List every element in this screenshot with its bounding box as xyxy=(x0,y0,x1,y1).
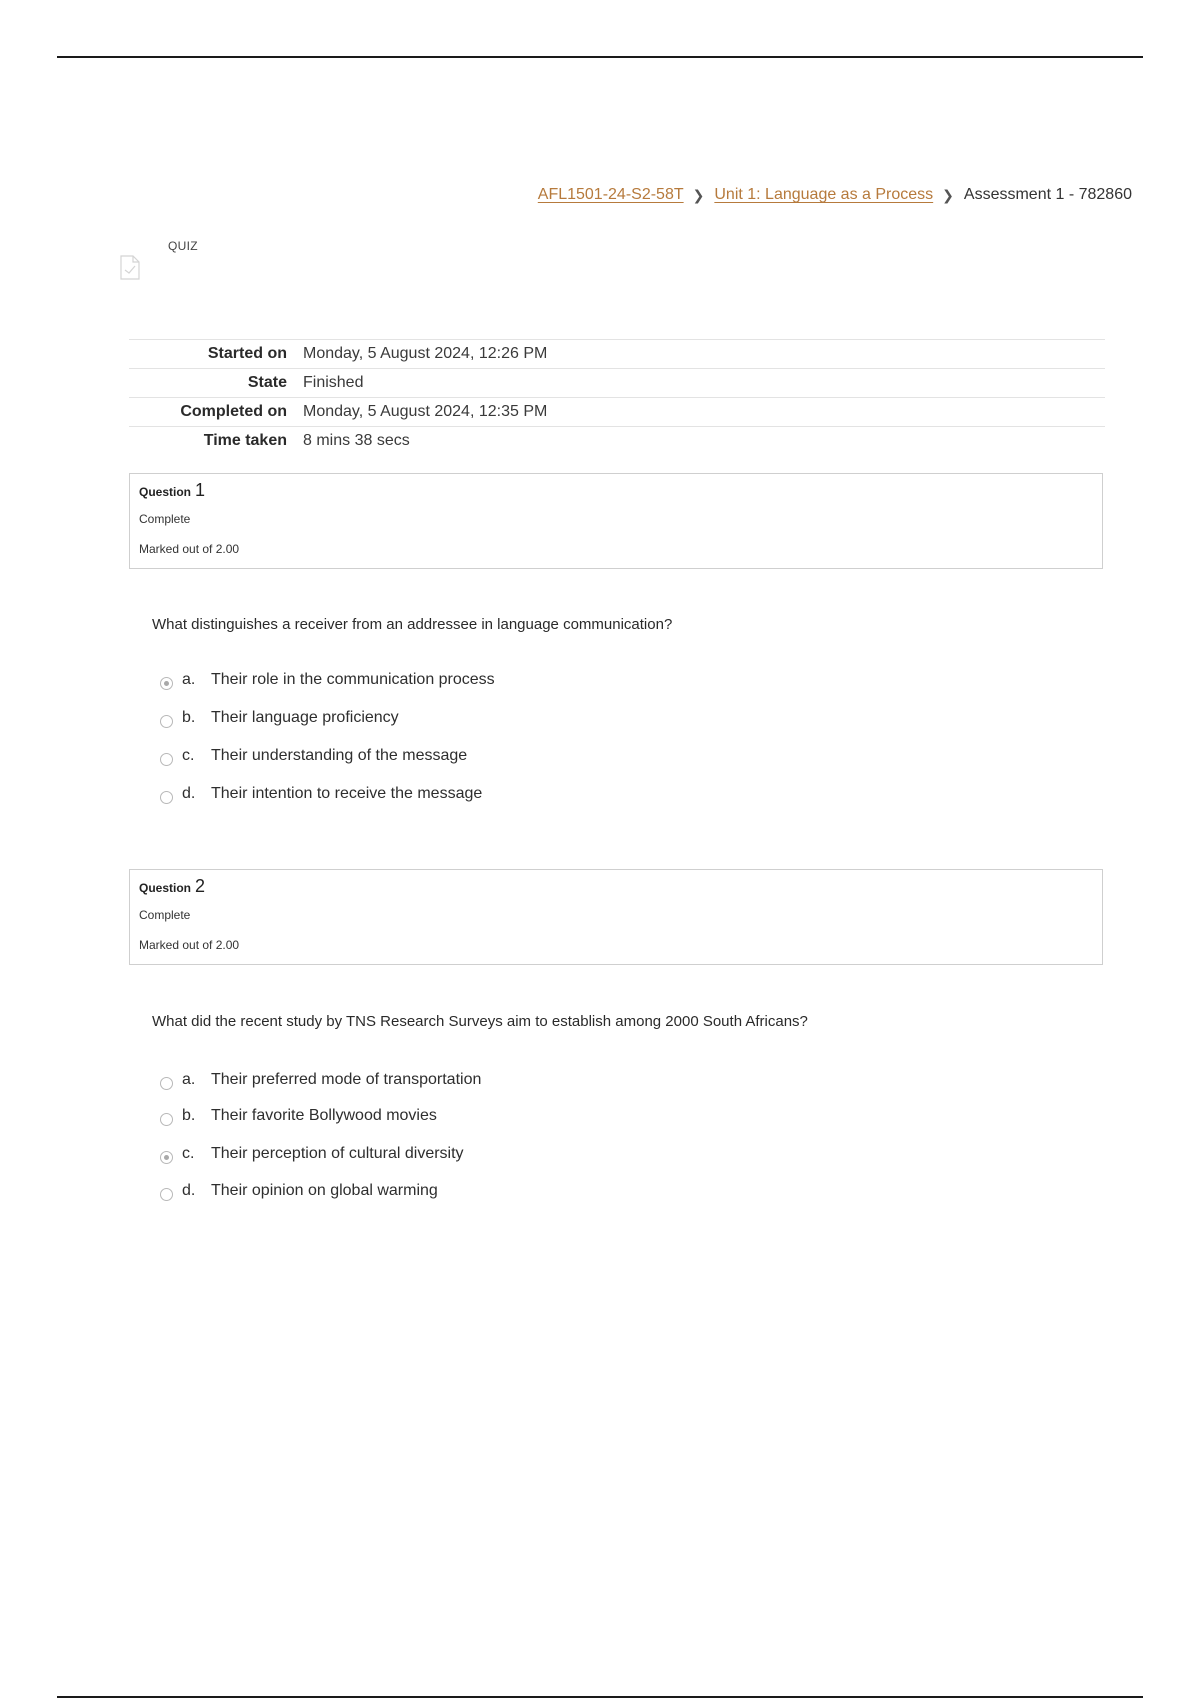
summary-row xyxy=(129,369,1105,398)
option-letter: d. xyxy=(182,785,196,802)
question-number-value: 2 xyxy=(195,876,206,896)
radio-button[interactable] xyxy=(160,1113,173,1126)
summary-row xyxy=(129,427,1105,456)
option-text: Their role in the communication process xyxy=(211,671,495,688)
option-letter: b. xyxy=(182,1107,196,1124)
option-letter: c. xyxy=(182,747,195,764)
question-grade: Marked out of 2.00 xyxy=(139,542,240,556)
summary-label: State xyxy=(247,374,287,391)
answer-option[interactable] xyxy=(160,782,1060,820)
chevron-right-icon: ❯ xyxy=(692,186,705,203)
option-letter: d. xyxy=(182,1182,196,1199)
radio-button[interactable] xyxy=(160,753,173,766)
summary-value: Monday, 5 August 2024, 12:35 PM xyxy=(303,403,548,420)
answer-option[interactable] xyxy=(160,1068,1060,1106)
breadcrumb xyxy=(538,186,1132,204)
attempt-summary-table xyxy=(129,339,1105,455)
summary-row xyxy=(129,340,1105,369)
option-text: Their perception of cultural diversity xyxy=(211,1145,464,1162)
option-text: Their favorite Bollywood movies xyxy=(211,1107,437,1124)
question-number xyxy=(139,480,205,501)
question-number-label: Question xyxy=(139,485,192,499)
radio-button[interactable] xyxy=(160,791,173,804)
question-grade: Marked out of 2.00 xyxy=(139,938,240,952)
radio-button[interactable] xyxy=(160,1077,173,1090)
summary-value: 8 mins 38 secs xyxy=(303,432,410,449)
answer-option[interactable] xyxy=(160,1179,1060,1217)
question-number xyxy=(139,876,205,897)
option-letter: c. xyxy=(182,1145,195,1162)
breadcrumb-course-link[interactable]: AFL1501-24-S2-58T xyxy=(537,186,684,203)
summary-label: Time taken xyxy=(203,432,287,449)
breadcrumb-current: Assessment 1 - 782860 xyxy=(963,186,1132,203)
option-letter: b. xyxy=(182,709,196,726)
answer-option[interactable] xyxy=(160,744,1060,782)
radio-button[interactable] xyxy=(160,677,173,690)
answer-option[interactable] xyxy=(160,1142,1060,1180)
question-2-text: What did the recent study by TNS Research Surveys aim to establish among 2000 South Africans? xyxy=(152,1013,808,1030)
answer-option[interactable] xyxy=(160,668,1060,706)
question-number-value: 1 xyxy=(195,480,206,500)
question-1-text: What distinguishes a receiver from an addressee in language communication? xyxy=(152,616,673,633)
summary-label: Started on xyxy=(207,345,287,362)
page-top-rule xyxy=(57,56,1143,58)
summary-label: Completed on xyxy=(180,403,287,420)
option-text: Their language proficiency xyxy=(211,709,399,726)
chevron-right-icon: ❯ xyxy=(942,186,954,203)
activity-header xyxy=(120,237,320,283)
question-2-info xyxy=(129,869,1103,965)
radio-button[interactable] xyxy=(160,715,173,728)
question-number-label: Question xyxy=(139,881,192,895)
option-text: Their intention to receive the message xyxy=(211,785,483,802)
option-text: Their opinion on global warming xyxy=(211,1182,438,1199)
answer-option[interactable] xyxy=(160,1104,1060,1142)
breadcrumb-unit-link[interactable]: Unit 1: Language as a Process xyxy=(714,186,934,203)
option-letter: a. xyxy=(182,671,196,688)
option-text: Their preferred mode of transportation xyxy=(211,1071,482,1088)
answer-option[interactable] xyxy=(160,706,1060,744)
activity-type-label: QUIZ xyxy=(168,239,198,253)
summary-value: Finished xyxy=(303,374,364,391)
quiz-icon xyxy=(120,255,140,280)
option-letter: a. xyxy=(182,1071,196,1088)
question-1-info xyxy=(129,473,1103,569)
option-text: Their understanding of the message xyxy=(211,747,468,764)
summary-row xyxy=(129,398,1105,427)
radio-button[interactable] xyxy=(160,1188,173,1201)
question-state: Complete xyxy=(139,512,191,526)
radio-button[interactable] xyxy=(160,1151,173,1164)
page-bottom-rule xyxy=(57,1696,1143,1698)
summary-value: Monday, 5 August 2024, 12:26 PM xyxy=(303,345,548,362)
question-state: Complete xyxy=(139,908,191,922)
